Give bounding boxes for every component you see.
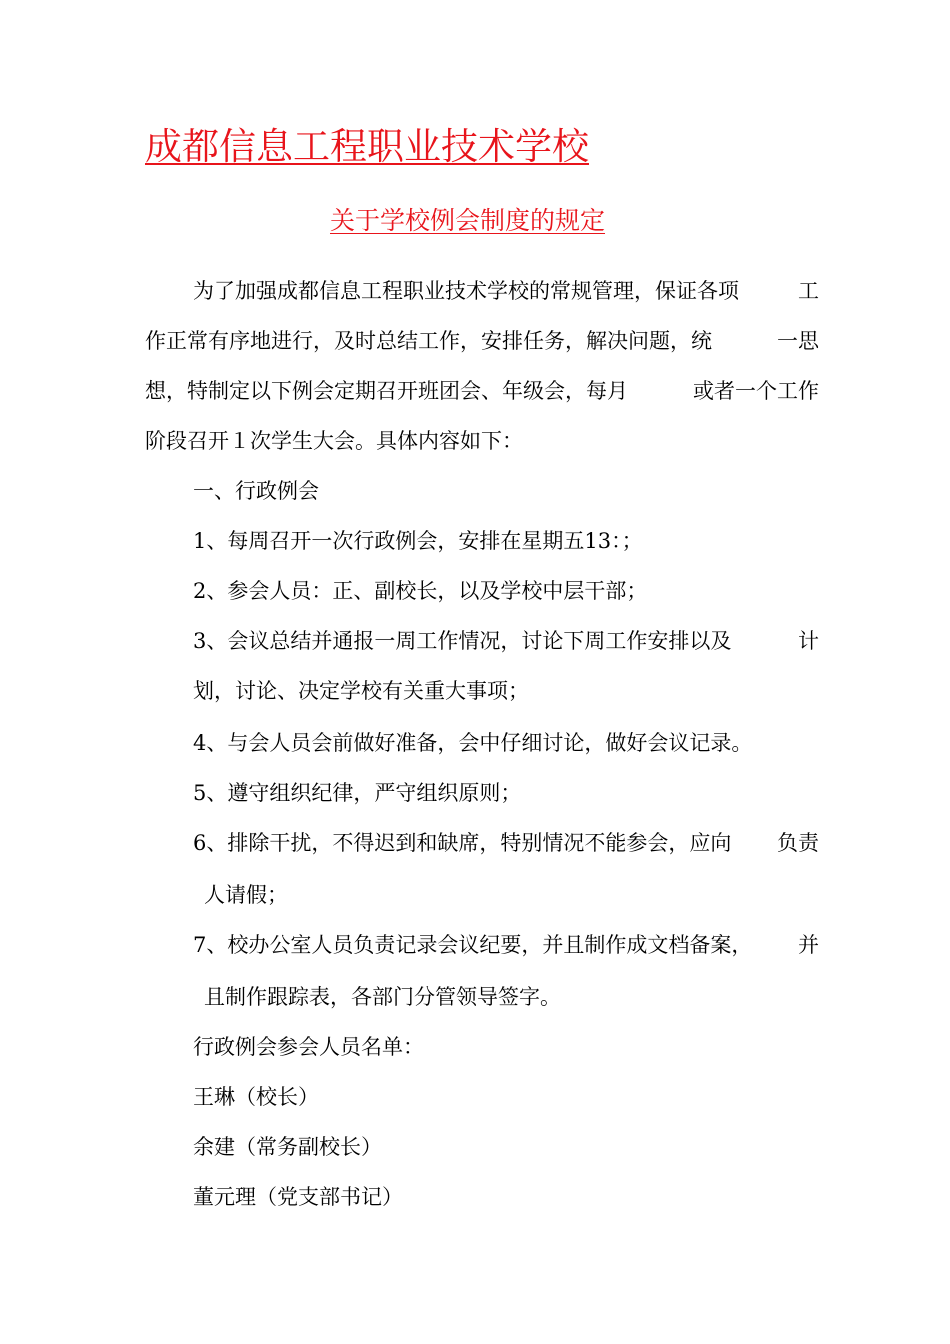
item-3-text: 3、会议总结并通报一周工作情况，讨论下周工作安排以及 (193, 629, 732, 653)
item-3-line-1 (193, 626, 819, 656)
intro-line-3-tail: 或者一个工作 (693, 379, 819, 403)
intro-line-1-text: 为了加强成都信息工程职业技术学校的常规管理，保证各项 (193, 279, 739, 303)
item-7-line-2: 且制作跟踪表，各部门分管领导签字。 (204, 985, 561, 1009)
attendee-item: 余建（常务副校长） (193, 1135, 382, 1159)
item-2: 2、参会人员：正、副校长，以及学校中层干部； (193, 579, 648, 603)
item-5: 5、遵守组织纪律，严守组织原则； (193, 781, 522, 805)
item-7-tail: 并 (798, 933, 819, 957)
item-6-line-1 (193, 828, 819, 858)
intro-line-1 (193, 276, 819, 306)
attendee-item: 王琳（校长） (193, 1085, 319, 1109)
item-3-line-2: 划，讨论、决定学校有关重大事项； (193, 679, 529, 703)
item-3-tail: 计 (798, 629, 819, 653)
item-7-text: 7、校办公室人员负责记录会议纪要，并且制作成文档备案， (193, 933, 753, 957)
item-1: 1、每周召开一次行政例会，安排在星期五13：； (193, 529, 643, 553)
item-7-line-1 (193, 930, 819, 960)
intro-line-3-text: 想，特制定以下例会定期召开班团会、年级会，每月 (145, 379, 628, 403)
document-subtitle: 关于学校例会制度的规定 (330, 206, 606, 235)
intro-line-3 (145, 376, 819, 406)
item-6-tail: 负责 (777, 831, 819, 855)
item-6-text: 6、排除干扰，不得迟到和缺席，特别情况不能参会，应向 (193, 831, 732, 855)
item-4: 4、与会人员会前做好准备，会中仔细讨论，做好会议记录。 (193, 731, 753, 755)
intro-line-4: 阶段召开１次学生大会。具体内容如下： (145, 429, 523, 453)
attendees-heading: 行政例会参会人员名单： (193, 1035, 424, 1059)
intro-line-2-text: 作正常有序地进行，及时总结工作，安排任务，解决问题，统 (145, 329, 712, 353)
item-6-line-2: 人请假； (204, 883, 288, 907)
attendee-item: 董元理（党支部书记） (193, 1185, 403, 1209)
intro-line-1-tail: 工 (798, 279, 819, 303)
intro-line-2 (145, 326, 819, 356)
section-heading: 一、行政例会 (193, 479, 319, 503)
document-title: 成都信息工程职业技术学校 (145, 125, 589, 168)
intro-line-2-tail: 一思 (777, 329, 819, 353)
